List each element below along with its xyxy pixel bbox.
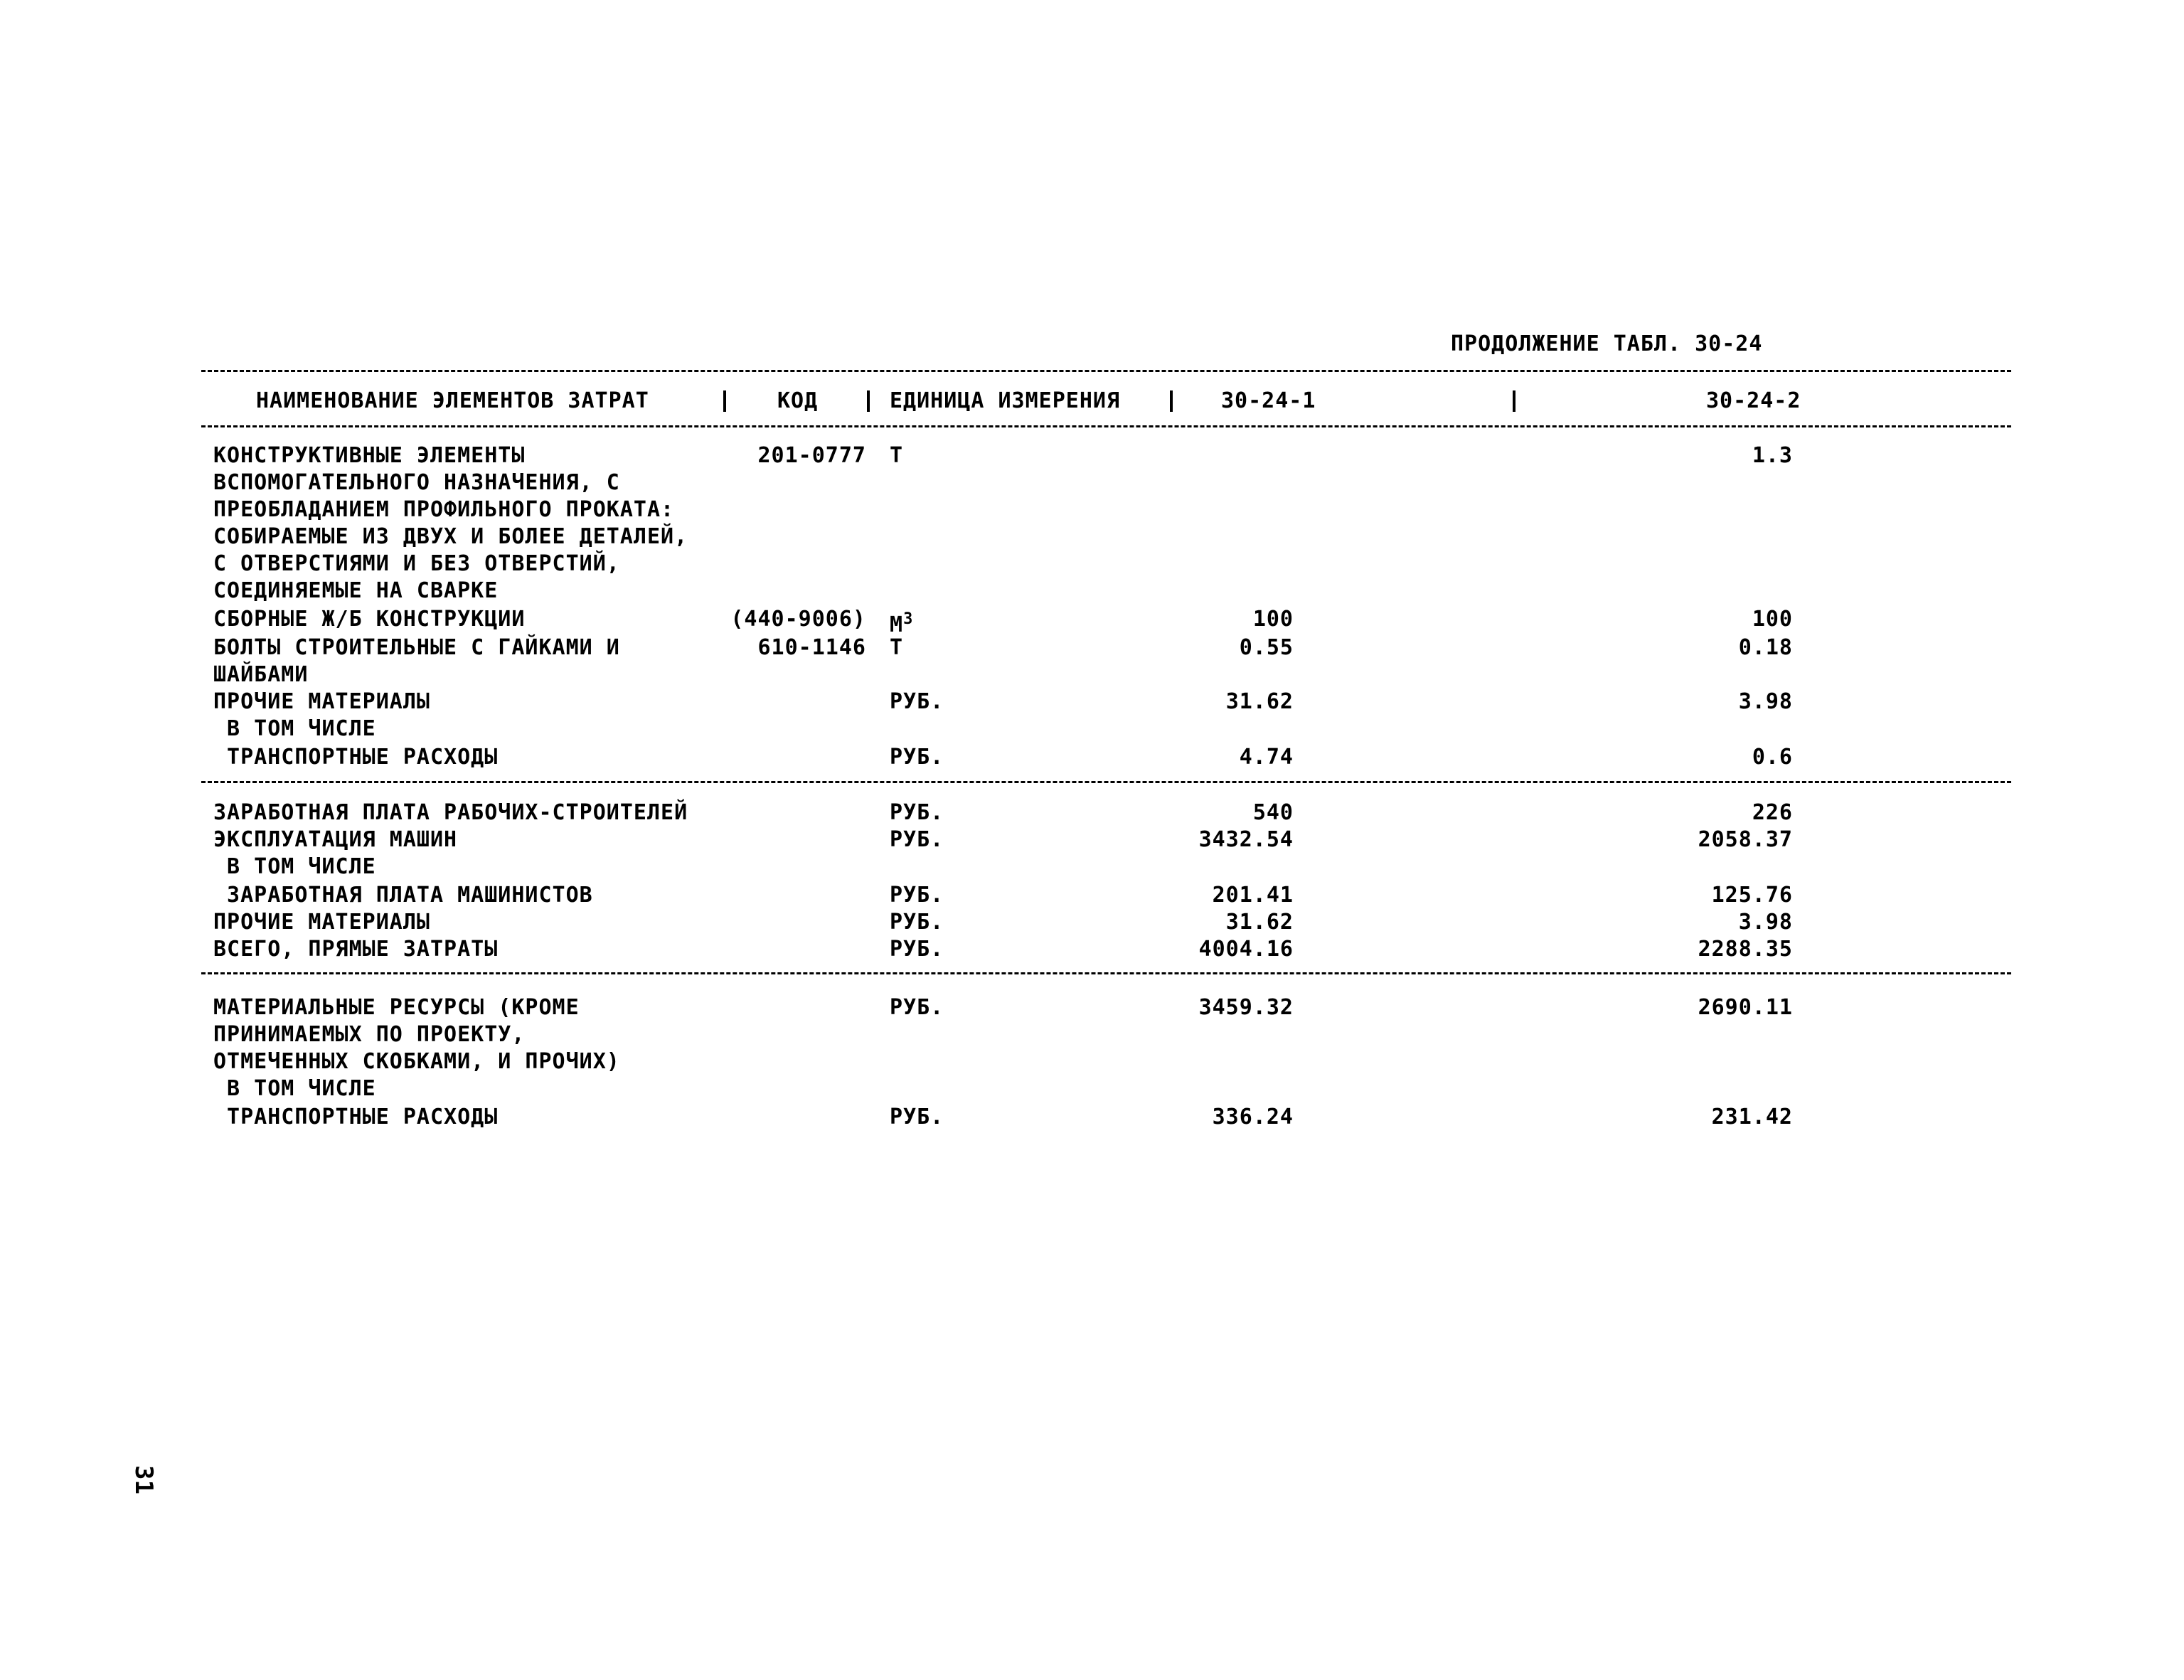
- rule-section-2: [201, 972, 2011, 974]
- row-code: (440-9006): [730, 607, 866, 632]
- row-name: ТРАНСПОРТНЫЕ РАСХОДЫ: [213, 745, 499, 770]
- row-name: ПРЕОБЛАДАНИЕМ ПРОФИЛЬНОГО ПРОКАТА:: [213, 497, 675, 522]
- row-value-1: 31.62: [1225, 910, 1294, 935]
- row-name: ЗАРАБОТНАЯ ПЛАТА РАБОЧИХ-СТРОИТЕЛЕЙ: [213, 800, 688, 825]
- row-name: ВСПОМОГАТЕЛЬНОГО НАЗНАЧЕНИЯ, С: [213, 470, 620, 495]
- row-name: БОЛТЫ СТРОИТЕЛЬНЫЕ С ГАЙКАМИ И: [213, 635, 620, 660]
- row-value-1: 540: [1252, 800, 1294, 825]
- row-unit: РУБ.: [890, 995, 944, 1020]
- header-unit: ЕДИНИЦА ИЗМЕРЕНИЯ: [890, 388, 1121, 413]
- row-unit: Т: [890, 635, 904, 660]
- rule-top: [201, 370, 2011, 372]
- row-value-2: 2058.37: [1698, 827, 1793, 852]
- row-value-2: 2288.35: [1698, 937, 1793, 962]
- row-unit: Т: [890, 443, 904, 468]
- row-value-1: 3459.32: [1198, 995, 1294, 1020]
- row-value-2: 231.42: [1711, 1105, 1793, 1129]
- header-sep-1: [723, 390, 726, 412]
- row-unit: РУБ.: [890, 745, 944, 770]
- row-value-2: 0.6: [1752, 745, 1793, 770]
- row-value-1: 31.62: [1225, 689, 1294, 714]
- row-unit: РУБ.: [890, 910, 944, 935]
- row-name: В ТОМ ЧИСЛЕ: [213, 854, 376, 879]
- row-unit: РУБ.: [890, 937, 944, 962]
- row-value-1: 201.41: [1212, 883, 1294, 908]
- header-name: НАИМЕНОВАНИЕ ЭЛЕМЕНТОВ ЗАТРАТ: [256, 388, 649, 413]
- header-col1: 30-24-1: [1221, 388, 1316, 413]
- row-name: ПРИНИМАЕМЫХ ПО ПРОЕКТУ,: [213, 1022, 526, 1047]
- row-value-2: 0.18: [1738, 635, 1793, 660]
- rule-header-bottom: [201, 425, 2011, 427]
- row-name: КОНСТРУКТИВНЫЕ ЭЛЕМЕНТЫ: [213, 443, 526, 468]
- row-name: ЗАРАБОТНАЯ ПЛАТА МАШИНИСТОВ: [213, 883, 593, 908]
- row-name: С ОТВЕРСТИЯМИ И БЕЗ ОТВЕРСТИЙ,: [213, 551, 620, 576]
- row-value-2: 100: [1752, 607, 1793, 632]
- header-col2: 30-24-2: [1706, 388, 1801, 413]
- row-name: В ТОМ ЧИСЛЕ: [213, 1076, 376, 1101]
- row-unit: РУБ.: [890, 1105, 944, 1129]
- row-value-1: 100: [1252, 607, 1294, 632]
- row-unit: РУБ.: [890, 883, 944, 908]
- row-value-1: 3432.54: [1198, 827, 1294, 852]
- row-name: ТРАНСПОРТНЫЕ РАСХОДЫ: [213, 1105, 499, 1129]
- row-value-2: 125.76: [1711, 883, 1793, 908]
- row-name: ОТМЕЧЕННЫХ СКОБКАМИ, И ПРОЧИХ): [213, 1049, 620, 1074]
- row-name: СОБИРАЕМЫЕ ИЗ ДВУХ И БОЛЕЕ ДЕТАЛЕЙ,: [213, 524, 688, 549]
- unit-superscript: 3: [903, 610, 914, 628]
- row-value-1: 0.55: [1239, 635, 1294, 660]
- rule-section-1: [201, 781, 2011, 783]
- row-value-2: 2690.11: [1698, 995, 1793, 1020]
- row-value-1: 336.24: [1212, 1105, 1294, 1129]
- header-sep-4: [1513, 390, 1516, 412]
- header-sep-2: [867, 390, 870, 412]
- row-name: ШАЙБАМИ: [213, 662, 309, 687]
- row-name: ЭКСПЛУАТАЦИЯ МАШИН: [213, 827, 458, 852]
- header-sep-3: [1170, 390, 1173, 412]
- row-name: СБОРНЫЕ Ж/Б КОНСТРУКЦИИ: [213, 607, 526, 632]
- unit-text: М: [890, 612, 904, 637]
- row-name: ПРОЧИЕ МАТЕРИАЛЫ: [213, 910, 430, 935]
- row-value-1: 4004.16: [1198, 937, 1294, 962]
- row-code: 201-0777: [757, 443, 866, 468]
- row-unit: РУБ.: [890, 800, 944, 825]
- row-name: СОЕДИНЯЕМЫЕ НА СВАРКЕ: [213, 578, 499, 603]
- table-caption: ПРОДОЛЖЕНИЕ ТАБЛ. 30-24: [1451, 331, 1763, 356]
- row-value-2: 226: [1752, 800, 1793, 825]
- row-unit: РУБ.: [890, 827, 944, 852]
- row-value-2: 3.98: [1738, 910, 1793, 935]
- row-unit: РУБ.: [890, 689, 944, 714]
- row-name: В ТОМ ЧИСЛЕ: [213, 716, 376, 741]
- header-code: КОД: [777, 388, 819, 413]
- row-name: ПРОЧИЕ МАТЕРИАЛЫ: [213, 689, 430, 714]
- row-value-2: 3.98: [1738, 689, 1793, 714]
- page-number: 31: [129, 1465, 158, 1494]
- row-value-2: 1.3: [1752, 443, 1793, 468]
- row-code: 610-1146: [757, 635, 866, 660]
- row-value-1: 4.74: [1239, 745, 1294, 770]
- row-name: ВСЕГО, ПРЯМЫЕ ЗАТРАТЫ: [213, 937, 499, 962]
- row-name: МАТЕРИАЛЬНЫЕ РЕСУРСЫ (КРОМЕ: [213, 995, 580, 1020]
